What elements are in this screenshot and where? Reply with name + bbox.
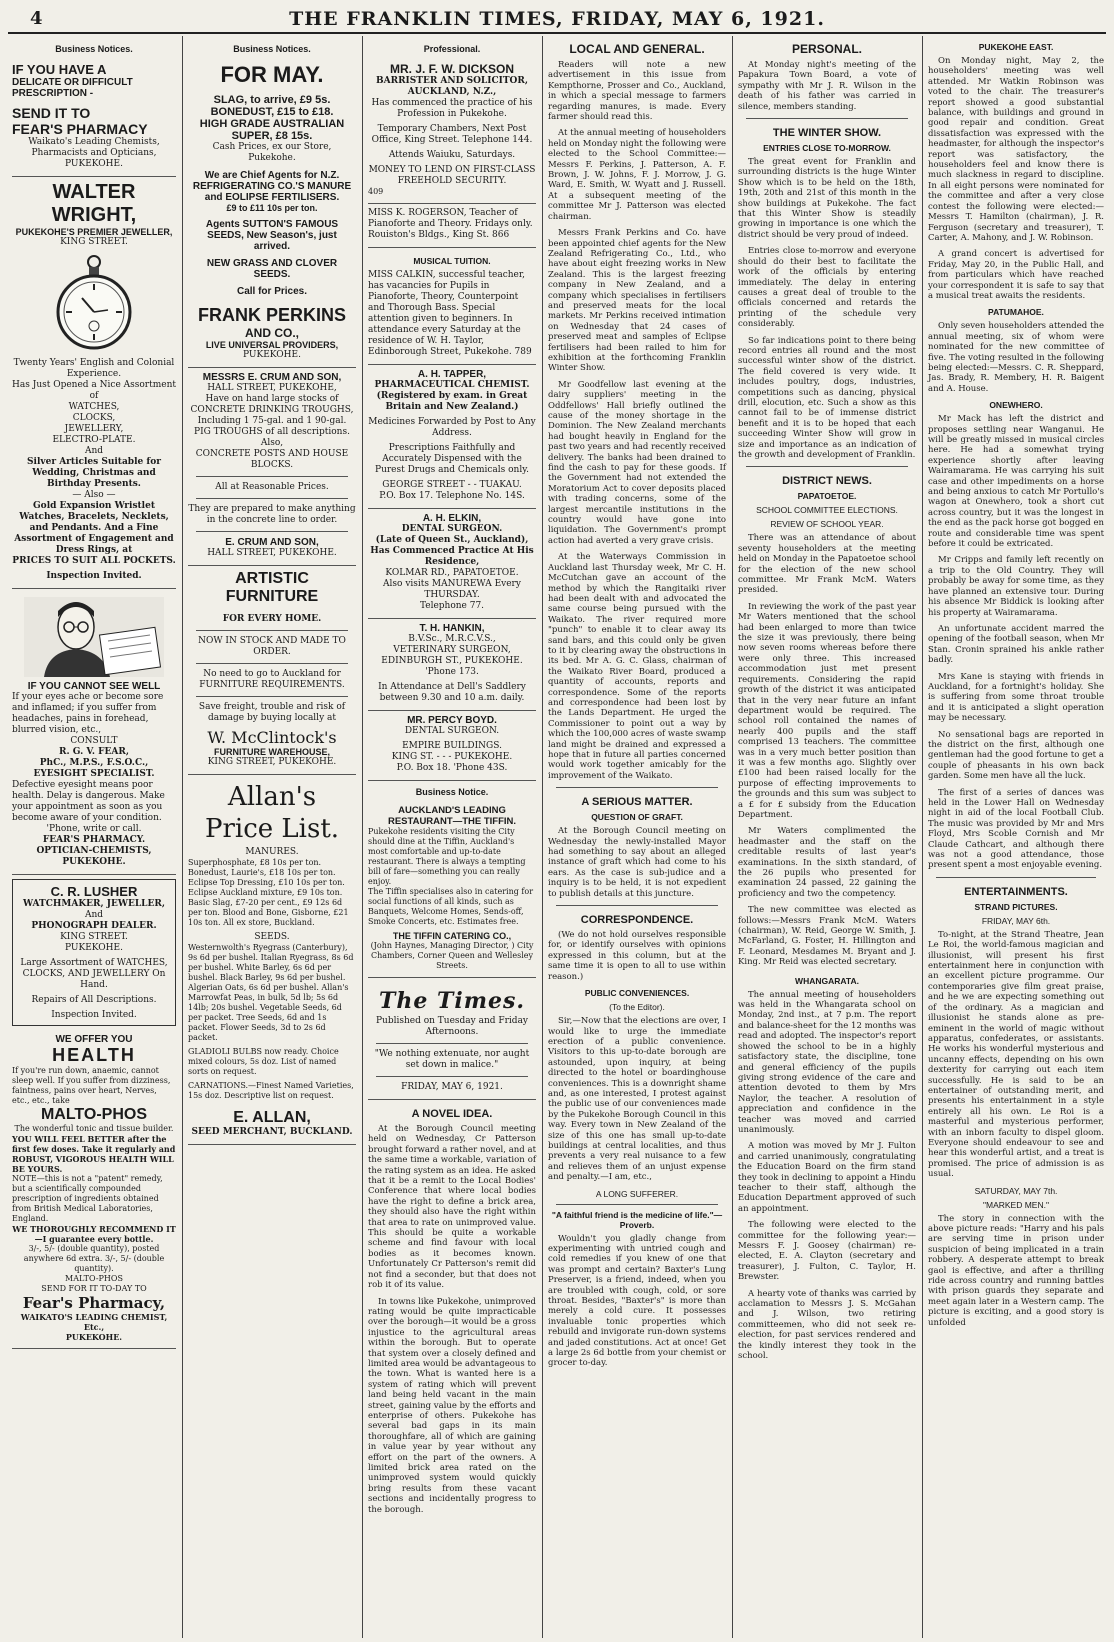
article-title: THE WINTER SHOW. (772, 127, 882, 140)
section-label: Business Notices. (233, 44, 311, 54)
ad-line: Gold Expansion Wristlet Watches, Bracelets, Necklets, and Pendants. And a Fine Assortment of Engagement and Dress Rings, at (14, 501, 174, 555)
ad-line: WE THOROUGHLY RECOMMEND IT—I guarantee every bottle. (12, 1224, 176, 1244)
ad-line: DELICATE OR DIFFICULT (12, 77, 133, 88)
ad-line: FEAR'S PHARMACY. (42, 835, 146, 845)
ad-line: SEND FOR IT TO-DAY TO (41, 1284, 147, 1293)
ad-line: Attends Waiuku, Saturdays. (388, 150, 516, 160)
section-title: ENTERTAINMENTS. (964, 885, 1068, 898)
ad-line: WATCHES, (68, 402, 120, 412)
musical-tuition-ad (368, 248, 536, 365)
ad-title: MUSICAL TUITION. (413, 256, 491, 266)
ad-line: CONCRETE POSTS AND HOUSE BLOCKS. (195, 449, 349, 470)
ad-line: WE OFFER YOU (55, 1034, 133, 1045)
ad-line: SEED MERCHANT, BUCKLAND. (191, 1127, 353, 1137)
article-paragraph: On Monday night, May 2, the householders' meeting was well attended. Mr Watkin Robinson was voted to the chair. The treasurer's report showed a good substantial balance, with buildings and ground in good repair and condition. Great dissatisfaction was expressed with the headmaster, for although the inspector's report was satisfactory, the householders feel and know there is much slackness in regard to discipline. In all eight persons were nominated for the committee and after a very close contest the following were elected:—Messrs T. Hamilton (chairman), J. R. Ferguson (secretary and treasurer), T. Carter, A. Mahony, and J. W. Robinson. (928, 56, 1104, 243)
article-paragraph: A hearty vote of thanks was carried by acclamation to Messrs J. S. McGahan and J. Wilson, two retiring committeemen, who did not seek re-election, for past services rendered and the kindly interest they took in the school. (738, 1288, 916, 1362)
article-paragraph: The following were elected to the committee for the following year:—Messrs F. J. Goosey (chairman) re-elected, E. A. Clayton (secretary and treasurer), J. Fulton, C. Taylor, H. Brewster. (738, 1220, 916, 1283)
section-label: Professional. (423, 44, 481, 54)
paper-title: The Times. (378, 988, 526, 1014)
article-paragraph: Entries close to-morrow and everyone should do their best to facilitate the work of the officials by entering immediately. The delay in entering causes a great deal of trouble to the officials concerned and retards the printing of the schedule very considerably. (738, 246, 916, 330)
article-paragraph: At Monday night's meeting of the Papakura Town Board, a vote of sympathy with Mr J. R. Wilson in the death of his father was carried in silence, members standing. (738, 60, 916, 112)
article-title: WHANGARATA. (795, 975, 859, 986)
ad-line: PUKEKOHE'S PREMIER JEWELLER, (15, 227, 173, 237)
ad-line: PRICES TO SUIT ALL POCKETS. (12, 556, 176, 566)
ad-line: EYESIGHT SPECIALIST. (33, 769, 155, 779)
article-paragraph: An unfortunate accident marred the opening of the football season, when Mr Stan. Cronin sprained his ankle rather badly. (928, 623, 1104, 666)
article-paragraph: Readers will note a new advertisement in this issue from Kempthorne, Prosser and Co., Auckland, in which a special message to farmers regarding manures, is made. Every farmer should read this. (548, 60, 726, 123)
ad-line: Telephone 77. (419, 601, 485, 611)
article-paragraph: Messrs Frank Perkins and Co. have been appointed chief agents for the New Zealand Refrigerating Co., Ltd., who have about eight freezing works in New Zealand. This is the largest freezing company in New Zealand, and a company which specialises in fertilisers and preserved meats for the local markets. Mr Perkins received intimation on Wednesday that 24 cases of preserved meat and samples of Eclipse fertilisers had been railed to him for exhibition at the forthcoming Franklin Winter Show. (548, 228, 726, 374)
ad-text: MISS K. ROGERSON, Teacher of Pianoforte and Theory. Fridays only. Rouiston's Bldgs., King St. 866 (368, 208, 533, 240)
article-paragraph: No sensational bags are reported in the district on the first, although one gentleman had the good fortune to get a couple of pheasants in his own back garden. Some men have all the luck. (928, 729, 1104, 782)
ad-line: FURNITURE WAREHOUSE, (213, 747, 330, 757)
article-paragraph: A motion was moved by Mr J. Fulton and carried unanimously, congratulating the Education Board on the firm stand they took in declining to appoint a Hindu teacher to their staff, although the Education Department approved of such an appointment. (738, 1141, 916, 1214)
ad-line: EMPIRE BUILDINGS. (402, 741, 502, 751)
ad-line: We are Chief Agents for N.Z. REFRIGERATING CO.'S MANURE and EOLIPSE FERTILISERS. (192, 170, 352, 203)
ad-line: FEAR'S PHARMACY (12, 121, 148, 137)
ad-line: Also visits MANUREWA Every THURSDAY. (383, 579, 521, 600)
article-subtitle: (To the Editor). (609, 1002, 665, 1013)
ad-line: 'Phone 173. (425, 667, 479, 677)
article-paragraph: Only seven householders attended the annual meeting, six of whom were nominated for the new committee of five. The voting resulted in the following being elected:—Messrs. C. R. Sheppard, Jas. Brady, R. Membery, H. R. Baigent and A. House. (928, 321, 1104, 394)
article-subtitle: FRIDAY, MAY 6th. (981, 915, 1051, 926)
ad-line: BONEDUST, £15 to £18. (210, 106, 334, 118)
article-paragraph: At the Borough Council meeting held on Wednesday, Cr Patterson brought forward a rather novel, and at the same time a workable, variation of the rating system as an idea. He asked that it be a remit to the Local Bodies' Conference that where local bodies have the right to define a brick area, they should also have the right within that area to rate on unimproved value. This should be quite a workable scheme and find favour with local bodies as it becomes known. Unfortunately Cr Patterson's remit did not find a seconder, but that does not rob it of its value. (368, 1124, 536, 1291)
ad-line: 3/-, 5/- (double quantity), posted anywhere 6d extra. 3/-, 5/- (double quantity). (23, 1244, 165, 1273)
article-paragraph: Mr Mack has left the district and proposes settling near Wanganui. He will be greatly missed in musical circles here. He had a somewhat trying experience shortly after leaving Wairamarama. He was carrying his suit case and other impediments on a horse and being anxious to catch Mr Portullo's wagon at Onewhero, took a short cut across country, but it was the longest in the end as the pack horse got bogged en route and considerable time was spent before it could be extricated. (928, 414, 1104, 550)
article-subtitle: REVIEW OF SCHOOL YEAR. (770, 519, 884, 530)
ad-text: NOTE—this is not a "patent" remedy, but a scientifically compounded prescription of ingredients obtained from British Medical Laboratories, England. (12, 1174, 163, 1223)
column-divider (732, 36, 733, 1638)
ad-line: Cash Prices, ex our Store, Pukekohe. (212, 142, 332, 163)
article-paragraph: (We do not hold ourselves responsible for, or identify ourselves with opinions expressed in this column, but at the same time it is open to all to use within reason.) (548, 930, 726, 982)
article-paragraph: Wouldn't you gladly change from experimenting with untried cough and cold remedies if you knew of one that was prompt and certain? Baxter's Lung Preserver, is a friend, indeed, when you are troubled with cough, cold, or sore throat. Besides, "Baxter's" is more than merely a cold cure. It possesses invaluable tonic properties which rebuild and invigorate run-down systems and jaded constitutions. Act at once! Get a large 2s 6d bottle from your chemist or grocer to-day. (548, 1233, 726, 1369)
ad-line: THE TIFFIN CATERING CO., (392, 931, 512, 941)
ad-line: Save freight, trouble and risk of damage by buying locally at (198, 702, 346, 723)
ad-line: FOR EVERY HOME. (222, 614, 322, 624)
ad-text: Defective eyesight means poor health. Delay is dangerous. Make your appointment as soon as you become aware of your condition. (12, 780, 165, 823)
column-professional (364, 38, 540, 1638)
ad-line: Temporary Chambers, Next Post Office, King Street. Telephone 144. (371, 124, 533, 145)
ad-title: A. H. TAPPER, (417, 369, 487, 380)
ad-line: SLAG, to arrive, £9 5s. (213, 94, 331, 106)
article-paragraph: The annual meeting of householders was held in the Whangarata school on Monday, 2nd inst., at 7 p.m. The report and balance-sheet for the 12 months was read and adopted. The inspector's report showed the school to be in a highly satisfactory state, the discipline, tone and general efficiency of the pupils giving strong evidence of the care and attention devoted to them by Mrs Naylor, the teacher. A resolution of appreciation and confidence in the teacher was moved and carried unanimously. (738, 989, 916, 1135)
ad-title: WALTER WRIGHT, (51, 181, 137, 226)
ad-line: Inspection Invited. (51, 1010, 137, 1020)
ad-title: MESSRS E. CRUM AND SON, (202, 372, 342, 383)
rogerson-ad (368, 204, 536, 248)
ad-line: And (84, 446, 104, 456)
ad-title: Price List. (204, 814, 340, 844)
publication-note: Published on Tuesday and Friday Afternoons. (375, 1016, 529, 1037)
section-label: Business Notice. (415, 787, 489, 797)
article-paragraph: Mr Cripps and family left recently on a trip to the Old Country. They will probably be away for some time, as they have planned an extensive tour. During his absence Mr Biddick is looking after his property at Wairamarama. (928, 555, 1104, 618)
ad-line: PUKEKOHE. (243, 350, 301, 360)
ad-line: — Also — (72, 490, 116, 500)
ad-line: WAIKATO'S LEADING CHEMIST, Etc., (20, 1312, 168, 1332)
article-subtitle: SCHOOL COMMITTEE ELECTIONS. (756, 505, 898, 516)
tapper-ad (368, 365, 536, 509)
ad-line: ELECTRO-PLATE. (52, 435, 136, 445)
article-paragraph: At the Waterways Commission in Auckland last Thursday week, Mr C. H. McCutchan gave an account of the method by which the Rangitaiki river had been dealt with and advocated the same course being pursued with the Waikato. The river required more "punch" to enable it to clear away its sand bars, and this could only be given to it by clearing away the obstructions in its bed. Mr A. G. C. Glass, chairman of the Waikato River Board, produced a quantity of accounts, reports and correspondence. Some of the reports and correspondence had been lost by the Lands Department. He urged the Commissioner to point out a way by which the 100,000 acres of waste swamp land might be drained and expressed a hope that in future all parties concerned would work together amicably for the improvement of the Waikato. (548, 552, 726, 781)
article-paragraph: The great event for Franklin and surrounding districts is the huge Winter Show which is to be held on the 18th, 19th, 20th and 21st of this month in the show buildings at Pukekohe. The fact that this Winter Show is steadily growing in importance is one which the district should be very proud of indeed. (738, 157, 916, 240)
ad-title: FOR MAY. (220, 62, 324, 87)
product-name: MALTO-PHOS (40, 1106, 148, 1123)
hankin-ad (368, 619, 536, 711)
fears-pharmacy-ad (12, 58, 176, 177)
ad-line: Fear's Pharmacy, (22, 1294, 166, 1312)
percy-boyd-ad (368, 711, 536, 781)
ad-line: Have on hand large stocks of CONCRETE DRINKING TROUGHS, Including 1 75-gal. and 1 90-gal. PIG TROUGHS of all descriptions. (190, 394, 354, 437)
column-business-notices-1 (8, 38, 180, 1638)
section-title: PERSONAL. (791, 42, 862, 56)
article-title: STRAND PICTURES. (974, 901, 1058, 912)
ad-line: E. CRUM AND SON, (225, 537, 319, 548)
ad-line: DENTAL SURGEON. (404, 726, 500, 736)
ad-line: KING STREET, PUKEKOHE. (207, 757, 337, 767)
ad-line: KOLMAR RD., PAPATOETOE. (385, 568, 519, 578)
ad-line: Call for Prices. (236, 286, 308, 297)
ad-line: VETERINARY SURGEON, (393, 645, 511, 655)
ad-line: Agents SUTTON'S FAMOUS SEEDS, New Season's, just arrived. (205, 219, 339, 252)
ad-line: MANURES. (245, 847, 299, 857)
article-title: A SERIOUS MATTER. (581, 796, 693, 809)
tiffin-ad (368, 801, 536, 978)
ad-line: The wonderful tonic and tissue builder. (14, 1124, 174, 1133)
article-subtitle: ENTRIES CLOSE TO-MORROW. (763, 143, 891, 154)
ad-text: The Tiffin specialises also in catering for social functions of all kinds, such as Banquets, Welcome Homes, Sends-off, Smoke Concerts, etc. Estimates free. (368, 887, 534, 926)
page-number: 4 (30, 8, 43, 29)
ad-line: EDINBURGH ST., PUKEKOHE. (381, 656, 523, 666)
article-title: PUKEKOHE EAST. (978, 42, 1054, 52)
column-district-news (924, 38, 1108, 1638)
ad-line: NOW IN STOCK AND MADE TO ORDER. (198, 636, 346, 657)
header-rule (8, 32, 1106, 34)
ad-line: R. G. V. FEAR, (59, 747, 129, 757)
article-paragraph: Sir,—Now that the elections are over, I would like to urge the immediate erection of a public convenience. Visitors to this up-to-date borough are astounded, upon inquiry, at being directed to the hotel or boardinghouse conveniences. This is a downright shame and, as one interested, I protest against the public use of our conveniences made by the Pukekohe Borough Council in this way. Every town in New Zealand of the size of this one has small up-to-date buildings at central localities, and thus prevents a very real nuisance to a few and relieves them of an unjust expense and penalty.—I am, etc., (548, 1016, 726, 1183)
ad-line: AND CO., (245, 326, 299, 340)
ad-line: PRESCRIPTION - (12, 88, 94, 99)
ad-text: Pukekohe residents visiting the City should dine at the Tiffin, Auckland's most comfortable and up-to-date restaurant. There is always a tempting bill of fare—something you can really enjoy. (368, 827, 526, 886)
ad-line: CLOCKS, (72, 413, 116, 423)
pocket-watch-icon (54, 254, 134, 352)
ad-line: WATCHMAKER, JEWELLER, (23, 899, 165, 909)
allan-price-list-ad (188, 775, 356, 1145)
ad-line: KING STREET. (60, 932, 128, 942)
ad-text: Westernwolth's Ryegrass (Canterbury), 9s 6d per bushel. Italian Ryegrass, 8s 6d per bushel. White Barley, 6s 6d per bushel. Black Barley, 9s 6d per bushel. Algerian Oats, 6s 6d per bushel. Allan's Marrowfat Peas, in bulk, 5d lb; 5s 6d 14lb; 20s bushel. Vegetable Seeds, 6d per packet. Tree Seeds, 6d and 1s packet. Flower Seeds, 3d to 2s 6d packet. (188, 943, 354, 1042)
ad-title: E. ALLAN, (233, 1109, 311, 1126)
article-paragraph: To-night, at the Strand Theatre, Jean Le Roi, the world-famous magician and illusionist, will present his first entertainment here in conjunction with an excellent picture programme. Our contemporaries give film great praise, and he we are expecting something out of the ordinary. As a magician and illusionist he stands alone as pre-eminent in the world of magic without apparatus, confederates, or assistants. He works his wonderful mysterious and uncanny effects, depending on his own dexterity for carrying out each item successfully. He is said to be an entertainer of outstanding merit, and presents his entertainment in a style entirely all his own. Le Roi is a masterful and mysterious performer, with an inborn faculty to dispel gloom. Everyone should endeavour to see and hear this wonderful artist, and a treat is promised. The price of admission is as usual. (928, 929, 1104, 1180)
ad-line: PUKEKOHE. (65, 159, 123, 169)
ad-line: BARRISTER AND SOLICITOR, AUCKLAND, N.Z., (376, 76, 528, 97)
article-title: PAPATOETOE. (797, 491, 857, 502)
column-local-general (544, 38, 730, 1638)
ad-line: All at Reasonable Prices. (215, 482, 329, 492)
article-paragraph: In reviewing the work of the past year Mr Waters mentioned that the school had been enlarged to more than twice the size it was previously, there being now seven rooms whereas before there were only three. This increased accommodation just met present requirements. Considering the rapid growth of the district it was anticipated that in the very near future an infant department would be required. The school roll contained the names of nearly 400 pupils and the staff comprised 13 teachers. The committee was in a very much better position than it was a few months ago. Slightly over £100 had been raised locally for the purpose of effecting improvements to the grounds and this sum was subject to a £ for £ subsidy from the Education Department. (738, 601, 916, 820)
motto: "We nothing extenuate, nor aught set down in malice." (374, 1049, 530, 1070)
ad-line: P.O. Box 18. 'Phone 43S. (396, 763, 508, 773)
ad-line: HIGH GRADE AUSTRALIAN SUPER, £8 15s. (199, 118, 345, 142)
article-paragraph: There was an attendance of about seventy householders at the meeting held on Monday in the Papatoetoe school for the election of the new school committee. Mr Frank McM. Waters presided. (738, 533, 916, 596)
article-paragraph: The story in connection with the above picture reads: "Harry and his pals are serving time in prison under suspicion of being implicated in a train robbery. A desperate attempt to break gaol is effective, and after a thrilling ride across country and running battles with prison guards they separate and meet again later in a Western camp. The picture is exciting, and a good story is unfolded (928, 1213, 1104, 1328)
ad-title: MR. PERCY BOYD. (407, 715, 497, 726)
ad-title: C. R. LUSHER (50, 884, 138, 899)
ad-text: MISS CALKIN, successful teacher, has vacancies for Pupils in Pianoforte, Theory, Counterpoint and Thorough Bass. Special attention given to beginners. In attendance every Saturday at the residence of W. H. Taylor, Edinborough Street, Pukekohe. 789 (368, 270, 532, 357)
ad-line: MONEY TO LEND ON FIRST-CLASS FREEHOLD SECURITY. (368, 165, 536, 186)
ad-line: And (84, 910, 104, 920)
column-divider (362, 36, 363, 1638)
article-subtitle: QUESTION OF GRAFT. (591, 812, 683, 823)
article-subtitle: SATURDAY, MAY 7th. (974, 1185, 1058, 1196)
ad-line: PHARMACEUTICAL CHEMIST. (374, 380, 530, 390)
article-paragraph: So far indications point to there being record entries all round and the most successful winter show of the district. The field covered is very wide. It includes poultry, dogs, industries, competitions such as dancing, physical drill, elocution, etc. Such a show as this cannot fail to be of immense district benefit and it is to be hoped that each succeeding Winter Show will grow in size and importance as an indication of the growth and development of Franklin. (738, 335, 916, 460)
ad-line: Has commenced the practice of his Profession in Pukekohe. (371, 98, 533, 119)
ad-line: MALTO-PHOS (65, 1274, 123, 1283)
ad-line: £9 to £11 10s per ton. (226, 203, 318, 213)
ad-line: OPTICIAN-CHEMISTS, PUKEKOHE. (36, 846, 152, 867)
ad-line: PUKEKOHE. (65, 1332, 123, 1342)
article-paragraph: The new committee was elected as follows:—Messrs Frank McM. Waters (chairman), W. Reid, George W. Smith, J. McFarland, G. Foster, H. Hillington and F. Leonard, Mesdames M. Bryant and J. King. Mr Reid was elected secretary. (738, 905, 916, 968)
article-title: PATUMAHOE. (988, 307, 1044, 318)
ad-text: Superphosphate, £8 10s per ton. Bonedust, Laurie's, £18 10s per ton. Eclipse Top Dressing, £10 10s per ton. Eclipse Auckland mixture, £9 10s ton. Basic Slag, £7-20 per cent., £9 12s 6d per ton. Blood and Bone, Gisborne, £21 10s ton. All ex store, Buckland. (188, 858, 349, 927)
ad-line: PUKEKOHE. (65, 943, 123, 953)
ad-line: DENTAL SURGEON. (401, 524, 503, 534)
ad-line: SEND IT TO (12, 105, 91, 121)
article-paragraph: At the annual meeting of householders held on Monday night the following were elected to the School Committee:—Messrs F. Perkins, J. Patterson, A. F. Brown, J. W. Johns, F. J. Morrow, J. G. Ward, E. Smith, W. Wyatt and J. Russell. At a subsequent meeting of the committee Mr J. Patterson was elected chairman. (548, 128, 726, 222)
mcclintock-furniture-ad (188, 566, 356, 775)
ad-line: Waikato's Leading Chemists, Pharmacists and Opticians, (28, 137, 160, 158)
article-title: A NOVEL IDEA. (411, 1108, 493, 1120)
ad-line: Inspection Invited. (46, 571, 142, 581)
man-reading-illustration-icon (24, 597, 164, 677)
ad-text: If your eyes ache or become sore and inflamed; if you suffer from headaches, pains in forehead, blurred vision, etc., (12, 692, 164, 735)
article-title: CORRESPONDENCE. (580, 914, 694, 927)
ad-line: Twenty Years' English and Colonial Experience. (13, 358, 175, 379)
ad-line: (John Haynes, Managing Director, ) City Chambers, Corner Queen and Wellesley Streets. (370, 941, 534, 970)
ad-title: W. McClintock's (207, 728, 337, 747)
article-paragraph: The first of a series of dances was held in the Lower Hall on Wednesday night in aid of the local Football Club. The music was provided by Mr and Mrs Floyd, Mrs Scoble Cornish and Mr Claude Cathcart, and although there was not a good attendance, those present spent a most enjoyable evening. (928, 787, 1104, 871)
ad-title: ARTISTIC FURNITURE (225, 570, 319, 605)
ad-line: KING STREET. (60, 237, 128, 247)
letter-signature: A LONG SUFFERER. (595, 1188, 679, 1199)
article-title: "A faithful friend is the medicine of life."—Proverb. (551, 1209, 723, 1230)
ad-text: If you're run down, anaemic, cannot sleep well. If you suffer from dizziness, faintness, pains over heart, Nerves, etc., etc., take (12, 1066, 171, 1105)
crum-and-son-ad (188, 368, 356, 566)
ad-line: Has Just Opened a Nice Assortment of (12, 380, 176, 401)
times-masthead-box (368, 978, 536, 1100)
ad-line: LIVE UNIVERSAL PROVIDERS, (205, 340, 339, 350)
ad-title: Allan's (227, 782, 317, 812)
dickson-ad (368, 58, 536, 204)
article-paragraph: At the Borough Council meeting on Wednesday the newly-installed Mayor had something to say about an alleged instance of graft which had come to his ears. As the case is sub-judice and a inquiry is to be held, it is not expedient to publish details at this juncture. (548, 826, 726, 899)
lusher-ad (12, 879, 176, 1026)
eyesight-ad (12, 589, 176, 875)
ad-line: SEEDS. (254, 932, 290, 942)
column-personal (734, 38, 920, 1638)
section-title: LOCAL AND GENERAL. (569, 42, 705, 56)
frank-perkins-ad (188, 58, 356, 368)
column-divider (922, 36, 923, 1638)
ad-line: Silver Articles Suitable for Wedding, Christmas and Birthday Presents. (27, 457, 161, 489)
ad-title: AUCKLAND'S LEADING RESTAURANT—THE TIFFIN. (387, 805, 517, 827)
article-title: ONEWHERO. (989, 400, 1043, 411)
ad-line: P.O. Box 17. Telephone No. 14S. (379, 491, 525, 501)
issue-date: FRIDAY, MAY 6, 1921. (401, 1082, 503, 1092)
ad-line: Medicines Forwarded by Post to Any Address. (368, 417, 536, 438)
ad-line: Large Assortment of WATCHES, CLOCKS, AND JEWELLERY On Hand. (20, 958, 168, 990)
section-label: Business Notices. (55, 44, 133, 54)
ad-line: Also, (260, 438, 284, 448)
ad-line: 'Phone, write or call. (46, 824, 142, 834)
column-divider (182, 36, 183, 1638)
ad-text: GLADIOLI BULBS now ready. Choice mixed colours, 5s doz. List of named sorts on request. (188, 1047, 339, 1076)
ad-title: A. H. ELKIN, (422, 513, 482, 524)
article-paragraph: Mr Goodfellow last evening at the dairy suppliers' meeting in the Oddfellows' Hall briefly outlined the cause of the money shortage in the Dominion. The New Zealand merchants had bought heavily in England for the past two years and had recently received delivery. The banks had been drained to find the cash to pay for these goods. If the Government had not extended the Moratorium Act to cover deposits placed with trading concerns, some of the largest mercantile institutions in the country would have gone into liquidation. The Government's prompt action had averted a very grave crisis. (548, 379, 726, 546)
ad-line: (Late of Queen St., Auckland), Has Commenced Practice At His Residence, (370, 535, 534, 567)
malto-phos-ad (12, 1030, 176, 1349)
ad-line: Repairs of All Descriptions. (31, 995, 157, 1005)
ad-line: KING ST. - - - PUKEKOHE. (391, 752, 513, 762)
ad-line: CONSULT (70, 736, 118, 746)
article-title: "MARKED MEN." (982, 1199, 1049, 1210)
ad-line: They are prepared to make anything in the concrete line to order. (188, 504, 356, 525)
ad-line: Prescriptions Faithfully and Accurately Dispensed with the Purest Drugs and Chemicals only. (375, 443, 529, 475)
article-paragraph: Mrs Kane is staying with friends in Auckland, for a fortnight's holiday. She is suffering from some throat trouble and it is anticipated a slight operation may be necessary. (928, 671, 1104, 724)
page-header (0, 0, 1114, 30)
ad-line: IF YOU HAVE A (12, 62, 107, 77)
ad-line: JEWELLERY, (64, 424, 124, 434)
section-title: DISTRICT NEWS. (782, 475, 872, 488)
ad-title: IF YOU CANNOT SEE WELL (27, 681, 161, 692)
elkin-ad (368, 509, 536, 619)
ad-code: 409 (368, 187, 384, 196)
article-paragraph: A grand concert is advertised for Friday, May 20, in the Public Hall, and from particulars which have reached your correspondent it is safe to say that a musical treat awaits the residents. (928, 249, 1104, 301)
ad-line: NEW GRASS AND CLOVER SEEDS. (206, 258, 338, 280)
ad-line: (Registered by exam. in Great Britain and New Zealand.) (376, 391, 528, 412)
walter-wright-ad (12, 177, 176, 589)
column-divider (542, 36, 543, 1638)
ad-text: YOU WILL FEEL BETTER after the first few doses. Take it regularly and ROBUST, VIGOROUS HEALTH WILL BE YOURS. (12, 1134, 176, 1174)
article-subtitle: PUBLIC CONVENIENCES. (584, 988, 690, 999)
column-business-notices-2 (184, 38, 360, 1638)
ad-line: GEORGE STREET - - TUAKAU. (382, 480, 522, 490)
ad-title: FRANK PERKINS (197, 305, 346, 325)
ad-title: HEALTH (52, 1045, 136, 1065)
ad-line: PHONOGRAPH DEALER. (31, 921, 157, 931)
article-paragraph: Mr Waters complimented the headmaster and the staff on the creditable results of last year's examinations. In the sixth standard, of the 26 pupils who presented for examination 24 passed, 22 gaining the proficiency and two the competency. (738, 826, 916, 899)
ad-line: PhC., M.P.S., F.S.O.C., (39, 758, 149, 768)
ad-line: HALL STREET, PUKEKOHE, (207, 383, 337, 393)
article-paragraph: In towns like Pukekohe, unimproved rating would be quite impracticable over the borough—it would be a gross injustice to the agricultural areas within the borough. But to operate that system over a closely defined and limited area would be advantageous to the town. What is wanted here is a system of rating which will prevent land being held vacant in the main street, gaining value by the efforts and enterprise of others. Pukekohe has several bad gaps in its main thoroughfare, all of which are gaining in value year by year without any effort on the part of the owners. A limited brick area rated on the unimproved system would quickly bring results from these vacant sections and incidentally progress to the borough. (368, 1296, 536, 1515)
masthead: THE FRANKLIN TIMES, FRIDAY, MAY 6, 1921. (289, 8, 825, 30)
ad-line: No need to go to Auckland for FURNITURE REQUIREMENTS. (199, 669, 345, 690)
ad-line: In Attendance at Dell's Saddlery between 9.30 and 10 a.m. daily. (378, 682, 526, 703)
ad-line: HALL STREET, PUKEKOHE. (207, 548, 337, 558)
ad-title: T. H. HANKIN, (419, 623, 485, 634)
ad-line: B.V.Sc., M.R.C.V.S., (408, 634, 496, 644)
ad-title: MR. J. F. W. DICKSON (389, 62, 514, 76)
ad-text: CARNATIONS.—Finest Named Varieties, 15s doz. Descriptive list on request. (188, 1081, 354, 1100)
